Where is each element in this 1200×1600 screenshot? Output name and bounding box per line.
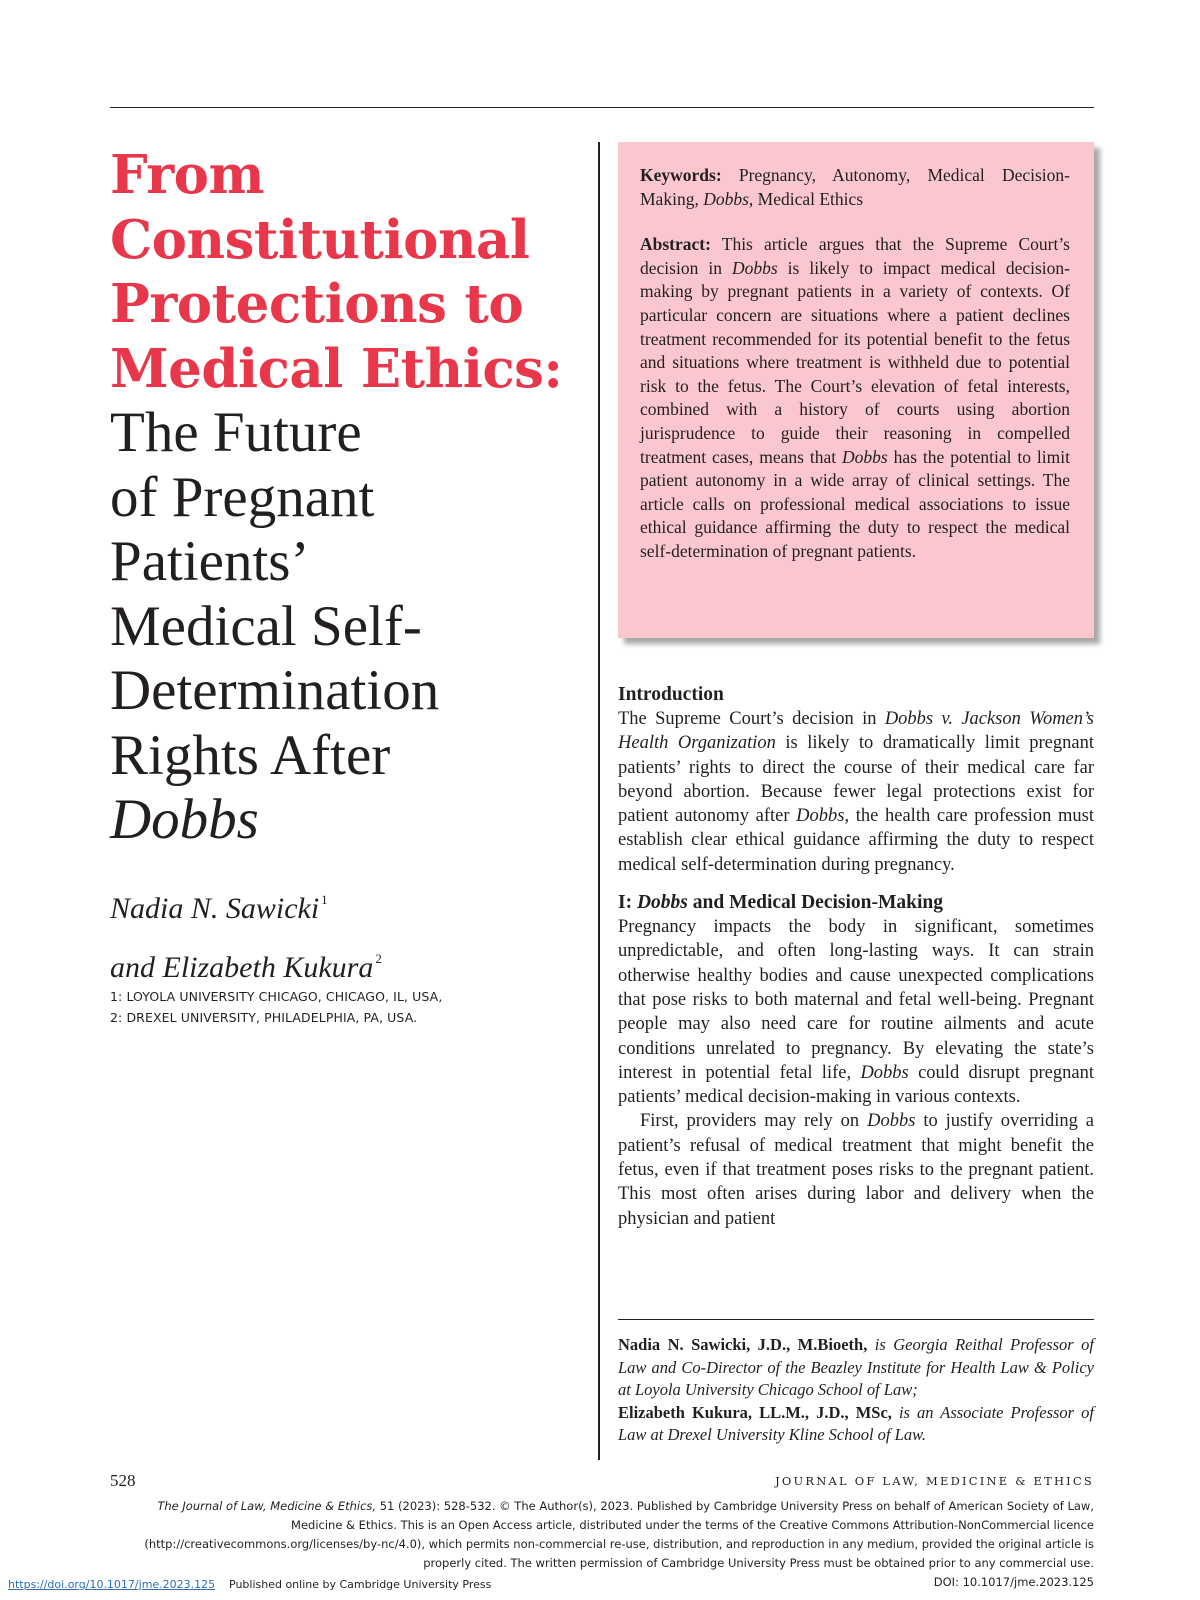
title-black-line: The Future bbox=[110, 401, 362, 464]
published-online-text: Published online by Cambridge University Press bbox=[229, 1578, 492, 1591]
abstract-text: Abstract: This article argues that the Supreme Court’s decision in Dobbs is likely to impact medical decision-making by pregnant patients in a variety of contexts. Of particular concern are situations where a patient declines treatment recommended for its potential benefit to the fetus and situations where treatment is withheld due to potential risk to the fetus. The Court’s elevation of fetal interests, combined with a history of courts using abortion jurisprudence to guide their reasoning in compelled treatment cases, means that Dobbs has the potential to limit patient autonomy in a wide array of clinical settings. The article calls on professional medical associations to issue ethical guidance affirming the duty to respect the medical self-determination of pregnant patients. bbox=[640, 234, 1070, 561]
title-italic-line: Dobbs bbox=[110, 788, 259, 851]
section-1-paragraph-2: First, providers may rely on Dobbs to justify overriding a patient’s refusal of medical treatment that might benefit the fetus, even if that treatment poses risks to the pregnant patient. This most often arises during labor and delivery when the physician and patient bbox=[618, 1111, 1094, 1229]
doi-link[interactable]: https://doi.org/10.1017/jme.2023.125 bbox=[8, 1578, 216, 1591]
introduction-heading: Introduction bbox=[618, 684, 724, 705]
doi-text: DOI: 10.1017/jme.2023.125 bbox=[933, 1575, 1094, 1589]
section-1-heading: I: Dobbs and Medical Decision-Making bbox=[618, 892, 944, 914]
title-black-line: of Pregnant bbox=[110, 465, 375, 529]
author-note-rule bbox=[618, 1319, 1094, 1320]
journal-name: JOURNAL OF LAW, MEDICINE & ETHICS bbox=[775, 1474, 1094, 1488]
title-black-line: Patients’ bbox=[110, 530, 310, 593]
top-rule bbox=[110, 107, 1094, 108]
page-number: 528 bbox=[110, 1471, 136, 1490]
keywords: Keywords: Pregnancy, Autonomy, Medical Decision-Making, Dobbs, Medical Ethics bbox=[640, 165, 1070, 209]
author-2-footnote-mark: 2 bbox=[375, 951, 382, 966]
affiliation-2: 2: DREXEL UNIVERSITY, PHILADELPHIA, PA, USA. bbox=[110, 1010, 418, 1025]
introduction-paragraph: The Supreme Court’s decision in Dobbs v. Jackson Women’s Health Organization is likely to dramatically limit pregnant patients’ rights to direct the course of their medical care far beyond abortion. Because fewer legal protections exist for patient autonomy after Dobbs, the health care profession must establish clear ethical guidance affirming the duty to respect medical self-determination during pregnancy. bbox=[618, 709, 1094, 875]
body-text bbox=[618, 683, 1094, 1231]
title-black-line: Medical Self- bbox=[110, 594, 422, 658]
affiliation-1: 1: LOYOLA UNIVERSITY CHICAGO, CHICAGO, IL, USA, bbox=[110, 989, 443, 1004]
license-text: The Journal of Law, Medicine & Ethics, 51 (2023): 528-532. © The Author(s), 2023. Published by Cambridge University Press on behalf of American Society of Law, Medicine & Ethics. This is an Open Access article, distributed under the terms of the Creative Commons Attribution-NonCommercial licence (http://creativecommons.org/licenses/by-nc/4.0), which permits non-commercial re-use, distribution, and reproduction in any medium, provided the original article is properly cited. The written permission of Cambridge University Press must be obtained prior to any commercial use. DOI: 10.1017/jme.2023.125 bbox=[144, 1499, 1094, 1589]
author-2: and Elizabeth Kukura $^2$ bbox=[110, 951, 382, 984]
article-title bbox=[110, 143, 570, 853]
column-divider bbox=[598, 142, 600, 1460]
author-1: Nadia N. Sawicki $^1$ bbox=[110, 892, 328, 925]
title-red-line: Constitutional bbox=[110, 208, 530, 271]
author-note: Nadia N. Sawicki, J.D., M.Bioeth, is Georgia Reithal Professor of Law and Co-Director of the Beazley Institute for Health Law & Policy at Loyola University Chicago School of Law; Elizabeth Kukura, LL.M., J.D., MSc, is an Associate Professor of Law at Drexel University Kline School of Law. bbox=[618, 1335, 1095, 1444]
abstract-box bbox=[618, 142, 1094, 638]
title-black-line: Rights After bbox=[110, 723, 391, 787]
author-list bbox=[110, 875, 382, 993]
title-red-line: From bbox=[110, 144, 265, 206]
section-1-paragraph-1: Pregnancy impacts the body in significant, sometimes unpredictable, and often long-lasting ways. It can strain otherwise healthy bodies and cause unexpected complications that pose risks to both maternal and fetal well-being. Pregnant people may also need care for routine ailments and acute conditions unrelated to pregnancy. By elevating the state’s interest in potential fetal life, Dobbs could disrupt pregnant patients’ medical decision-making in various contexts. bbox=[618, 917, 1094, 1108]
title-red-line: Protections to bbox=[110, 273, 524, 335]
author-1-footnote-mark: 1 bbox=[321, 892, 328, 907]
affiliations bbox=[110, 986, 442, 1028]
title-black-line: Determination bbox=[110, 659, 440, 722]
title-red-line: Medical Ethics: bbox=[110, 337, 563, 400]
